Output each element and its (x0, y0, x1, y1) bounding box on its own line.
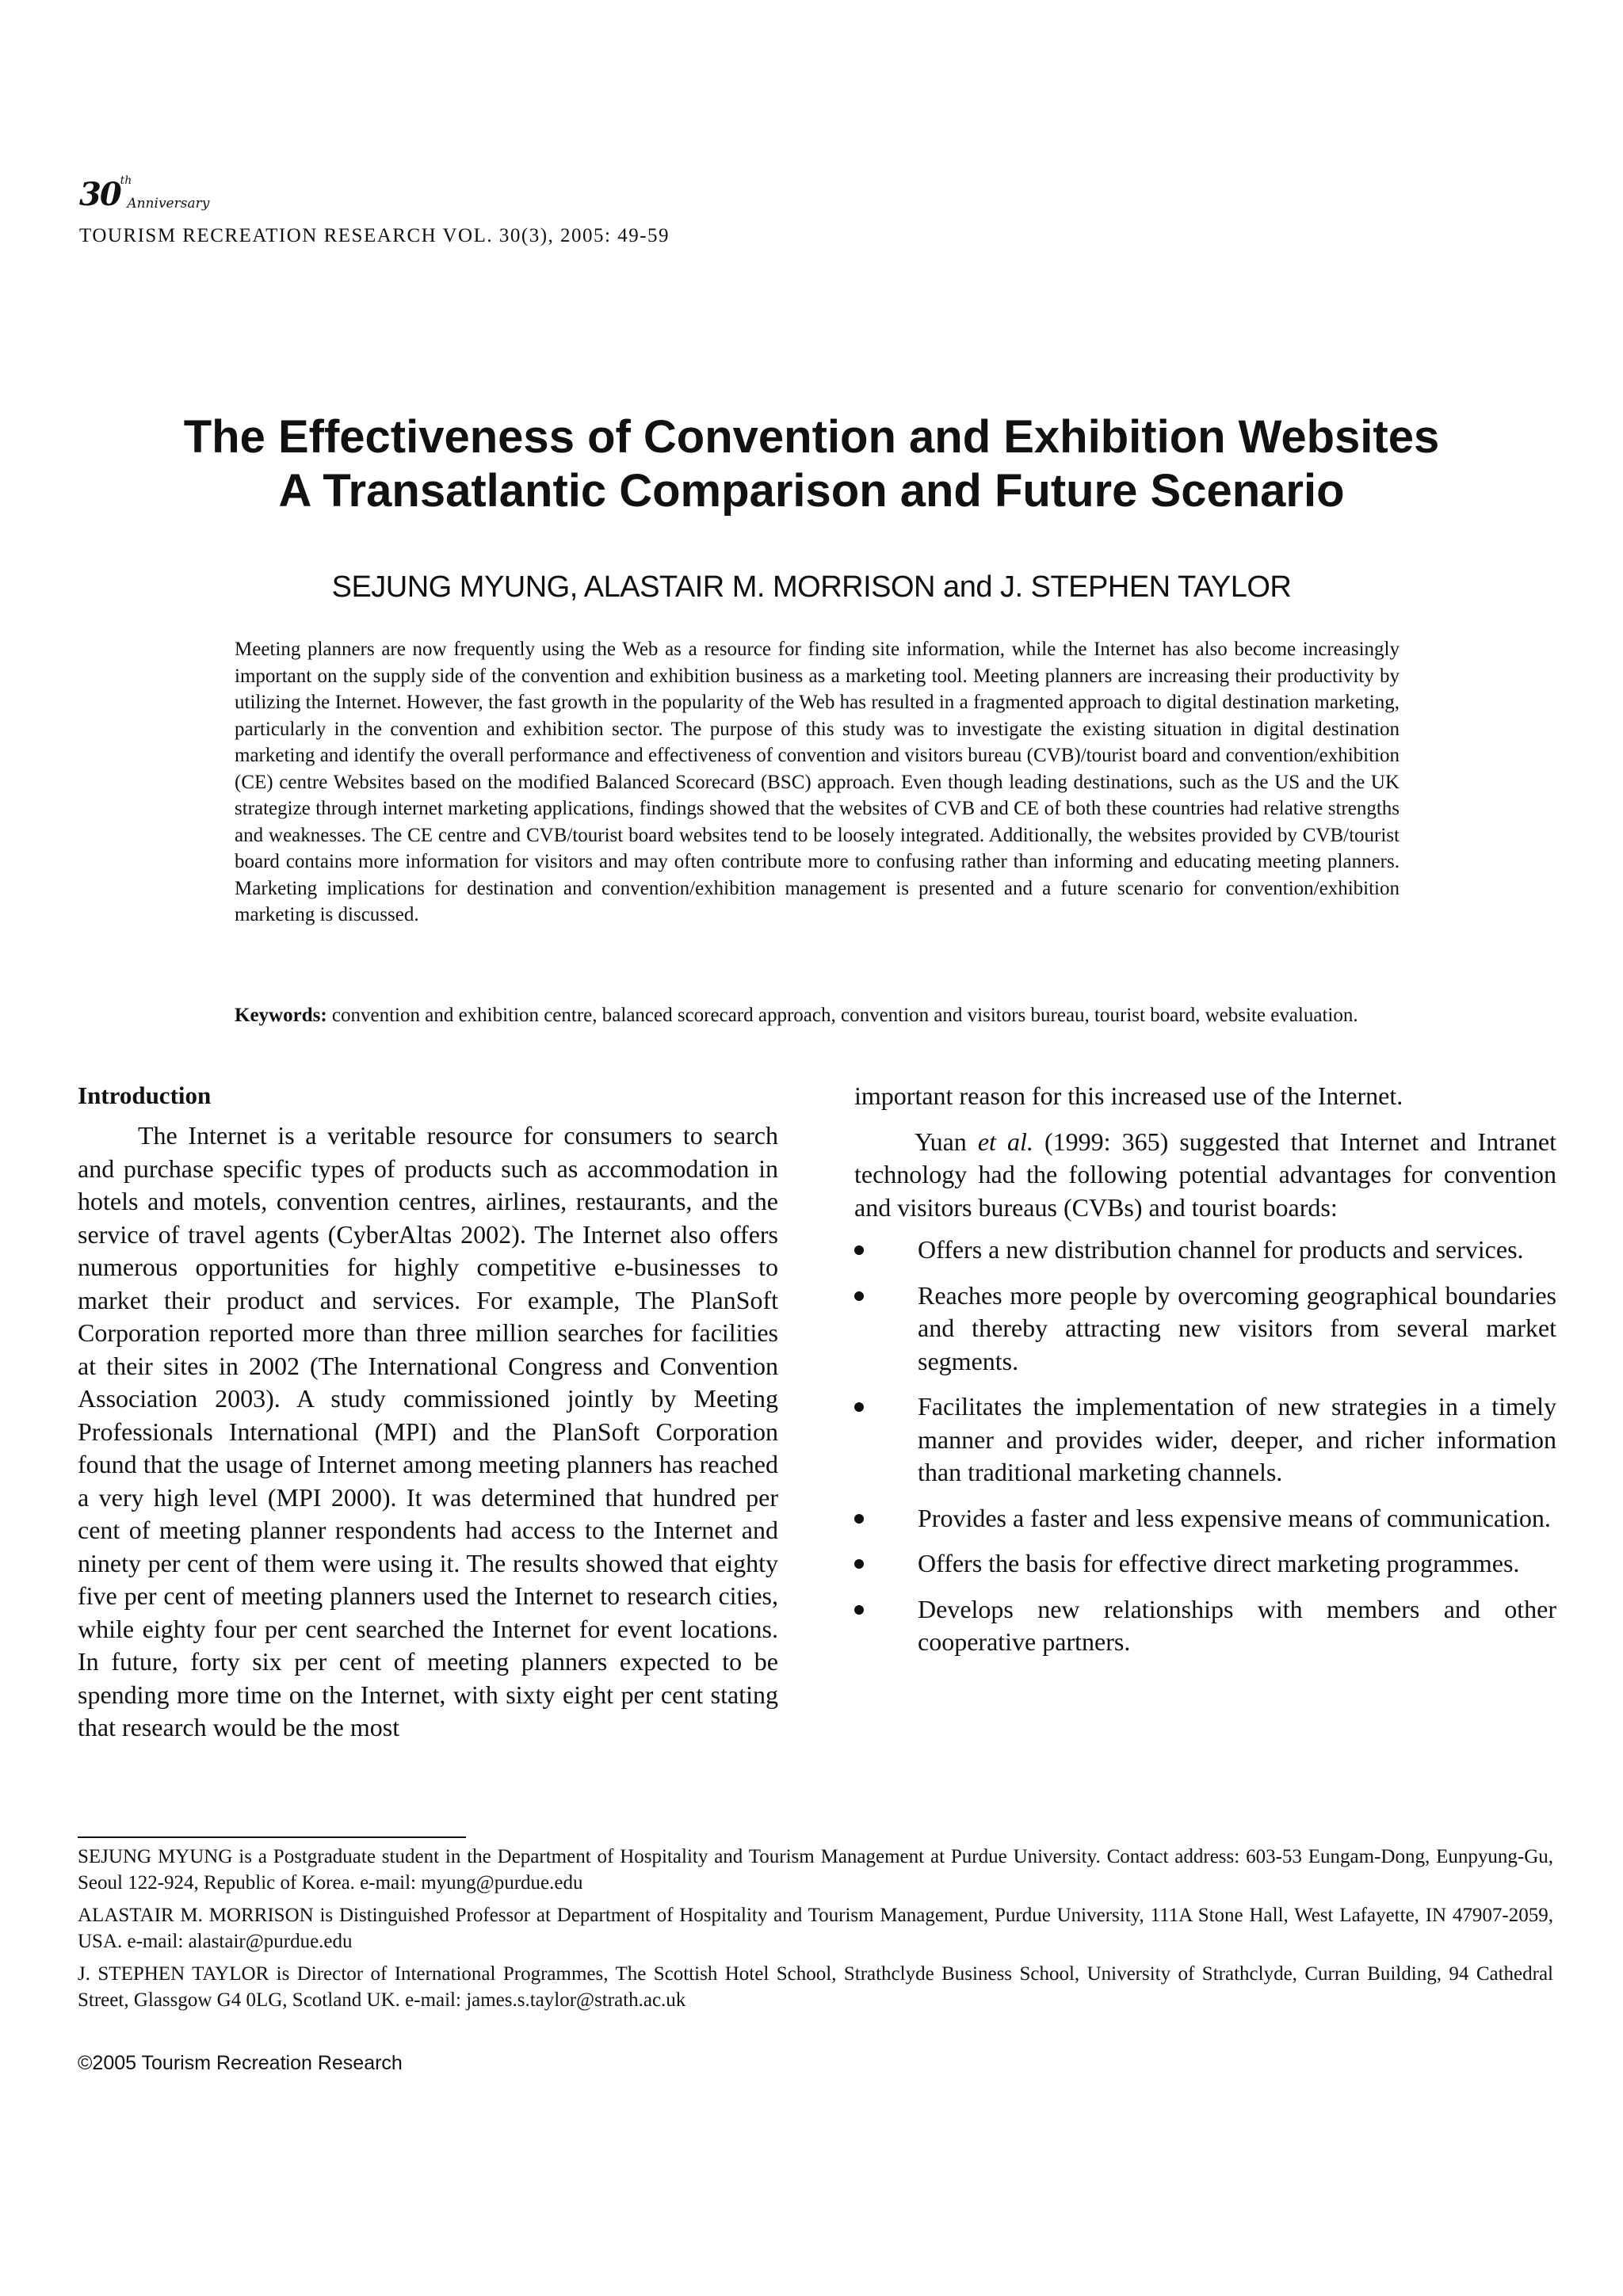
keywords-label: Keywords: (235, 1005, 327, 1026)
list-item-text: Offers the basis for effective direct marketing programmes. (918, 1549, 1520, 1577)
yuan-paragraph (854, 1126, 1556, 1225)
author-list: SEJUNG MYUNG, ALASTAIR M. MORRISON and J. STEPHEN TAYLOR (331, 570, 1292, 604)
footnote-author-1: SEJUNG MYUNG is a Postgraduate student in the Department of Hospitality and Tourism Management at Purdue University. Contact address: 603-53 Eungam-Dong, Eunpyung-Gu, Seoul 122-924, Republic of Korea. e-mail: myung@purdue.edu (78, 1846, 1553, 1894)
list-item-text: Facilitates the implementation of new strategies in a timely manner and provides wider, deeper, and richer information than traditional marketing channels. (918, 1392, 1556, 1486)
copyright-notice: ©2005 Tourism Recreation Research (78, 2052, 403, 2074)
journal-running-head: TOURISM RECREATION RESEARCH VOL. 30(3), 2005: 49-59 (79, 225, 670, 246)
article-title (0, 410, 1623, 518)
anniversary-word: Anniversary (127, 196, 210, 212)
list-item-text: Reaches more people by overcoming geographical boundaries and thereby attracting new visitors from several market segments. (918, 1280, 1556, 1375)
bullet-icon (854, 1402, 864, 1412)
list-item-text: Provides a faster and less expensive means of communication. (918, 1503, 1551, 1532)
keywords-text: convention and exhibition centre, balanced scorecard approach, convention and visitors bureau, tourist board, website evaluation. (327, 1005, 1358, 1026)
bullet-icon (854, 1245, 864, 1255)
list-item-text: Offers a new distribution channel for products and services. (918, 1235, 1524, 1264)
citation-author: Yuan (915, 1127, 978, 1156)
anniversary-number: 30 (79, 176, 120, 213)
footnote-author-3: J. STEPHEN TAYLOR is Director of International Programmes, The Scottish Hotel School, Strathclyde Business School, University of Strathclyde, Curran Building, 94 Cathedral Street, Glassgow G4 0LG, Scotland UK. e-mail: james.s.taylor@strath.ac.uk (78, 1963, 1553, 2011)
bullet-icon (854, 1291, 864, 1301)
list-item (854, 1593, 1556, 1659)
anniversary-suffix: th (120, 174, 132, 187)
list-item (854, 1234, 1556, 1267)
footnote-divider (78, 1836, 466, 1838)
list-item (854, 1390, 1556, 1489)
title-line-1: The Effectiveness of Convention and Exhibition Websites (183, 411, 1440, 463)
author-footnotes (78, 1844, 1553, 2020)
list-item-text: Develops new relationships with members and other cooperative partners. (918, 1594, 1556, 1656)
abstract: Meeting planners are now frequently using the Web as a resource for finding site information, while the Internet has also become increasingly important on the supply side of the convention and exhibition business as a marketing tool. Meeting planners are increasing their productivity by utilizing the Internet. However, the fast growth in the popularity of the Web has resulted in a fragmented approach to digital destination marketing, particularly in the convention and exhibition sector. The purpose of this study was to investigate the existing situation in digital destination marketing and identify the overall performance and effectiveness of convention and visitors bureau (CVB)/tourist board and convention/exhibition (CE) centre Websites based on the modified Balanced Scorecard (BSC) approach. Even though leading destinations, such as the US and the UK strategize through internet marketing applications, findings showed that the websites of CVB and CE of both these countries had relative strengths and weaknesses. The CE centre and CVB/tourist board websites tend to be loosely integrated. Additionally, the websites provided by CVB/tourist board contains more information for visitors and may often contribute more to confusing rather than informing and educating meeting planners. Marketing implications for destination and convention/exhibition management is presented and a future scenario for convention/exhibition marketing is discussed. (235, 639, 1400, 925)
bullet-icon (854, 1559, 864, 1569)
bullet-icon (854, 1605, 864, 1615)
title-line-2: A Transatlantic Comparison and Future Scenario (278, 465, 1345, 517)
list-item (854, 1547, 1556, 1581)
section-heading-introduction: Introduction (78, 1081, 212, 1109)
anniversary-logo (79, 176, 209, 213)
bullet-icon (854, 1514, 864, 1524)
citation-etal: et al. (977, 1127, 1033, 1156)
yuan-paragraph-text: (1999: 365) suggested that Internet and Intranet technology had the following potential advantages for convention and visitors bureaus (CVBs) and tourist boards: (854, 1127, 1557, 1222)
body-column-right (854, 1080, 1556, 1672)
keywords (235, 1002, 1400, 1029)
advantages-list (854, 1234, 1556, 1659)
intro-paragraph: The Internet is a veritable resource for consumers to search and purchase specific types of products such as accommodation in hotels and motels, convention centres, airlines, restaurants, and the service of travel agents (CyberAltas 2002). The Internet also offers numerous opportunities for highly competitive e-businesses to market their product and services. For example, The PlanSoft Corporation reported more than three million searches for facilities at their sites in 2002 (The International Congress and Convention Association 2003). A study commissioned jointly by Meeting Professionals International (MPI) and the PlanSoft Corporation found that the usage of Internet among meeting planners has reached a very high level (MPI 2000). It was determined that hundred per cent of meeting planner respondents had access to the Internet and ninety per cent of them were using it. The results showed that eighty five per cent of meeting planners used the Internet to research cities, while eighty four per cent searched the Internet for event locations. In future, forty six per cent of meeting planners expected to be spending more time on the Internet, with sixty eight per cent stating that research would be the most (78, 1121, 778, 1741)
footnote-author-2: ALASTAIR M. MORRISON is Distinguished Professor at Department of Hospitality and Tourism Management, Purdue University, 111A Stone Hall, West Lafayette, IN 47907-2059, USA. e-mail: alastair@purdue.edu (78, 1905, 1553, 1952)
list-item (854, 1502, 1556, 1535)
continuation-paragraph: important reason for this increased use of the Internet. (854, 1081, 1403, 1110)
body-column-left (78, 1080, 778, 1745)
list-item (854, 1280, 1556, 1379)
